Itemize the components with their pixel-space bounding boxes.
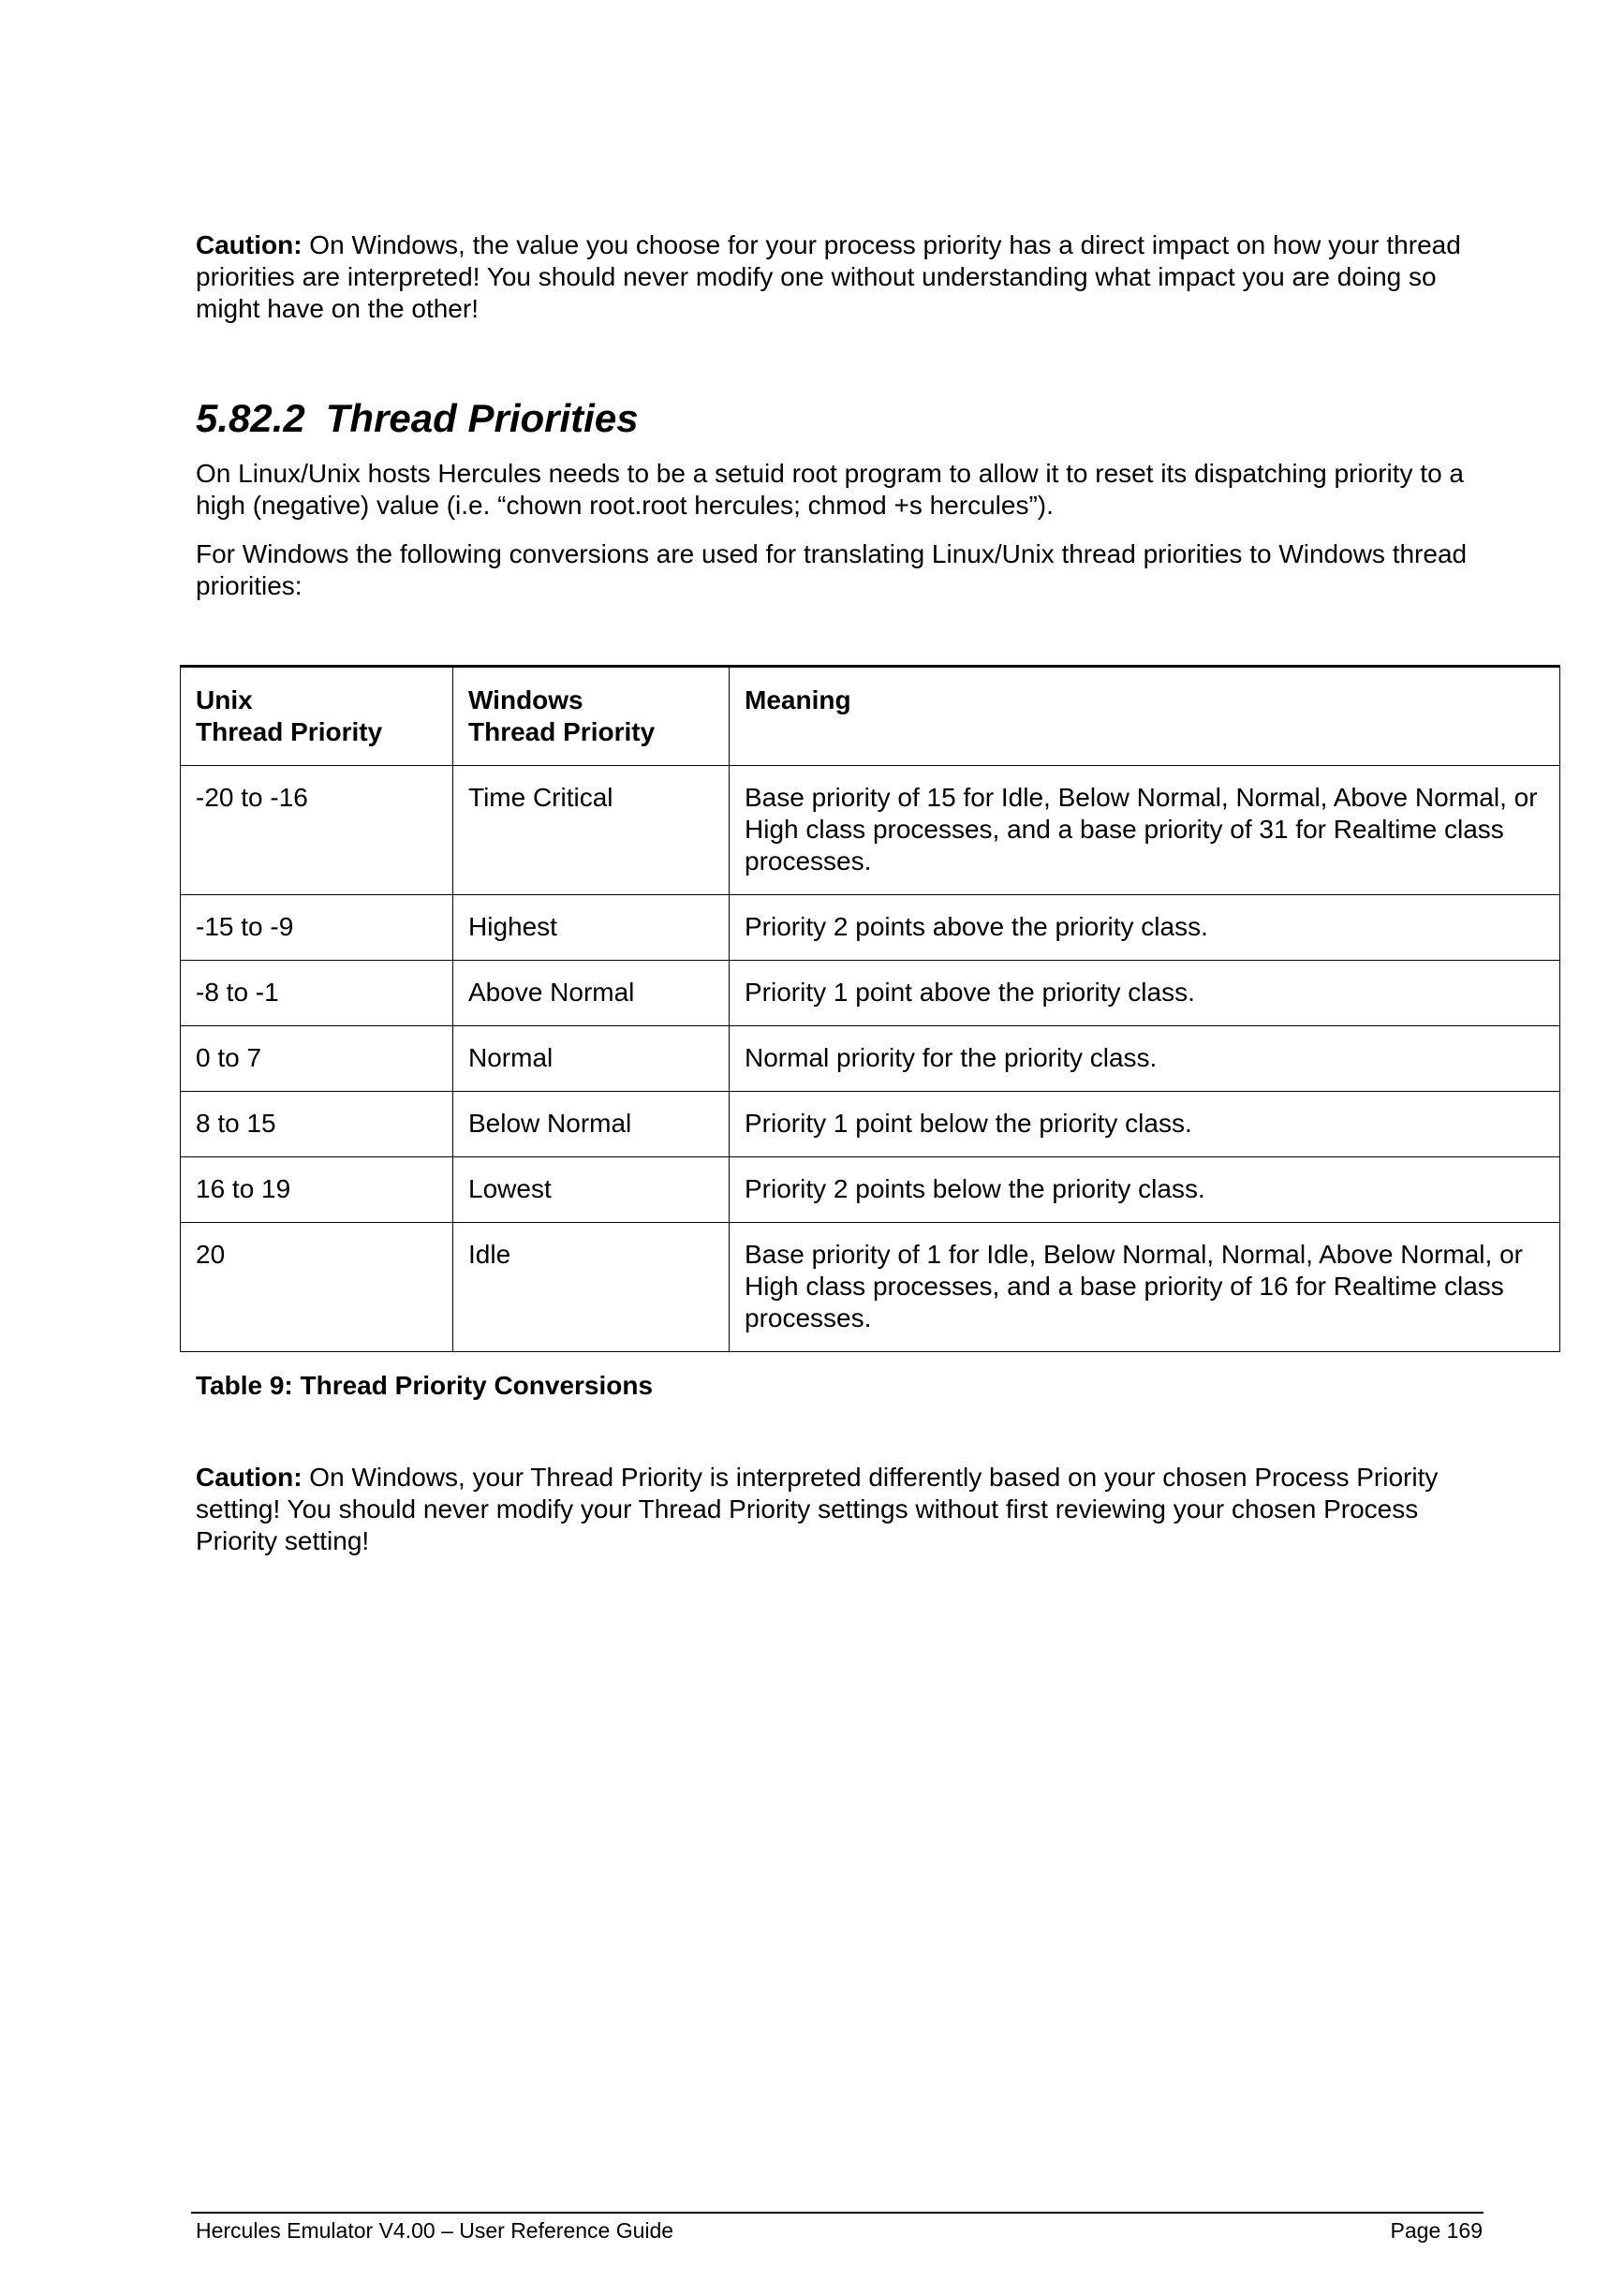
cell-meaning: Priority 1 point below the priority class. bbox=[730, 1092, 1560, 1157]
thread-priority-table bbox=[180, 665, 1560, 1352]
caution-label: Caution: bbox=[196, 1463, 303, 1492]
caution-label: Caution: bbox=[196, 230, 303, 259]
cell-unix: 20 bbox=[181, 1223, 453, 1352]
cell-meaning: Normal priority for the priority class. bbox=[730, 1026, 1560, 1092]
table-row bbox=[181, 1157, 1560, 1223]
caution-paragraph-top bbox=[196, 229, 1488, 325]
cell-windows: Above Normal bbox=[453, 961, 730, 1026]
caution-text: On Windows, your Thread Priority is interpreted differently based on your chosen Process Priority setting! You should never modify your Thread Priority settings without first reviewing your chosen Process Priority setting! bbox=[196, 1463, 1439, 1555]
intro-paragraph-linux: On Linux/Unix hosts Hercules needs to be a setuid root program to allow it to reset its dispatching priority to a high (negative) value (i.e. “chown root.root hercules; chmod +s hercules”). bbox=[196, 459, 1465, 520]
table-row bbox=[181, 895, 1560, 961]
header-windows-thread-priority bbox=[453, 667, 730, 766]
table-row bbox=[181, 961, 1560, 1026]
cell-meaning: Base priority of 1 for Idle, Below Normal, Normal, Above Normal, or High class processes, and a base priority of 16 for Realtime class processes. bbox=[730, 1223, 1560, 1352]
cell-meaning: Base priority of 15 for Idle, Below Normal, Normal, Above Normal, or High class processes, and a base priority of 31 for Realtime class processes. bbox=[730, 766, 1560, 895]
table-caption: Table 9: Thread Priority Conversions bbox=[196, 1371, 654, 1400]
footer-document-title: Hercules Emulator V4.00 – User Reference Guide bbox=[196, 2218, 674, 2243]
cell-unix: -15 to -9 bbox=[181, 895, 453, 961]
header-unix-line1: Unix bbox=[196, 685, 253, 714]
section-heading bbox=[196, 395, 639, 442]
table-row bbox=[181, 1026, 1560, 1092]
cell-unix: 0 to 7 bbox=[181, 1026, 453, 1092]
table-row bbox=[181, 766, 1560, 895]
cell-unix: -8 to -1 bbox=[181, 961, 453, 1026]
footer-divider bbox=[191, 2212, 1484, 2214]
section-number: 5.82.2 bbox=[196, 396, 305, 440]
cell-windows: Highest bbox=[453, 895, 730, 961]
header-windows-line1: Windows bbox=[468, 685, 583, 714]
cell-windows: Normal bbox=[453, 1026, 730, 1092]
header-unix-line2: Thread Priority bbox=[196, 717, 383, 746]
header-unix-thread-priority bbox=[181, 667, 453, 766]
cell-windows: Lowest bbox=[453, 1157, 730, 1223]
cell-unix: -20 to -16 bbox=[181, 766, 453, 895]
caution-paragraph-bottom bbox=[196, 1462, 1488, 1557]
cell-windows: Time Critical bbox=[453, 766, 730, 895]
table-header-row bbox=[181, 667, 1560, 766]
cell-meaning: Priority 2 points below the priority class. bbox=[730, 1157, 1560, 1223]
cell-windows: Idle bbox=[453, 1223, 730, 1352]
cell-windows: Below Normal bbox=[453, 1092, 730, 1157]
footer-page-number: Page 169 bbox=[1390, 2218, 1483, 2243]
intro-paragraph-windows: For Windows the following conversions are used for translating Linux/Unix thread priorities to Windows thread priorities: bbox=[196, 539, 1468, 600]
header-meaning: Meaning bbox=[730, 667, 1560, 766]
section-title: Thread Priorities bbox=[325, 396, 639, 440]
table-row bbox=[181, 1092, 1560, 1157]
caution-text: On Windows, the value you choose for your process priority has a direct impact on how your thread priorities are interpreted! You should never modify one without understanding what impact you are doing so might have on the other! bbox=[196, 230, 1461, 323]
cell-unix: 8 to 15 bbox=[181, 1092, 453, 1157]
cell-meaning: Priority 1 point above the priority class. bbox=[730, 961, 1560, 1026]
header-windows-line2: Thread Priority bbox=[468, 717, 656, 746]
cell-meaning: Priority 2 points above the priority class. bbox=[730, 895, 1560, 961]
cell-unix: 16 to 19 bbox=[181, 1157, 453, 1223]
table-row bbox=[181, 1223, 1560, 1352]
